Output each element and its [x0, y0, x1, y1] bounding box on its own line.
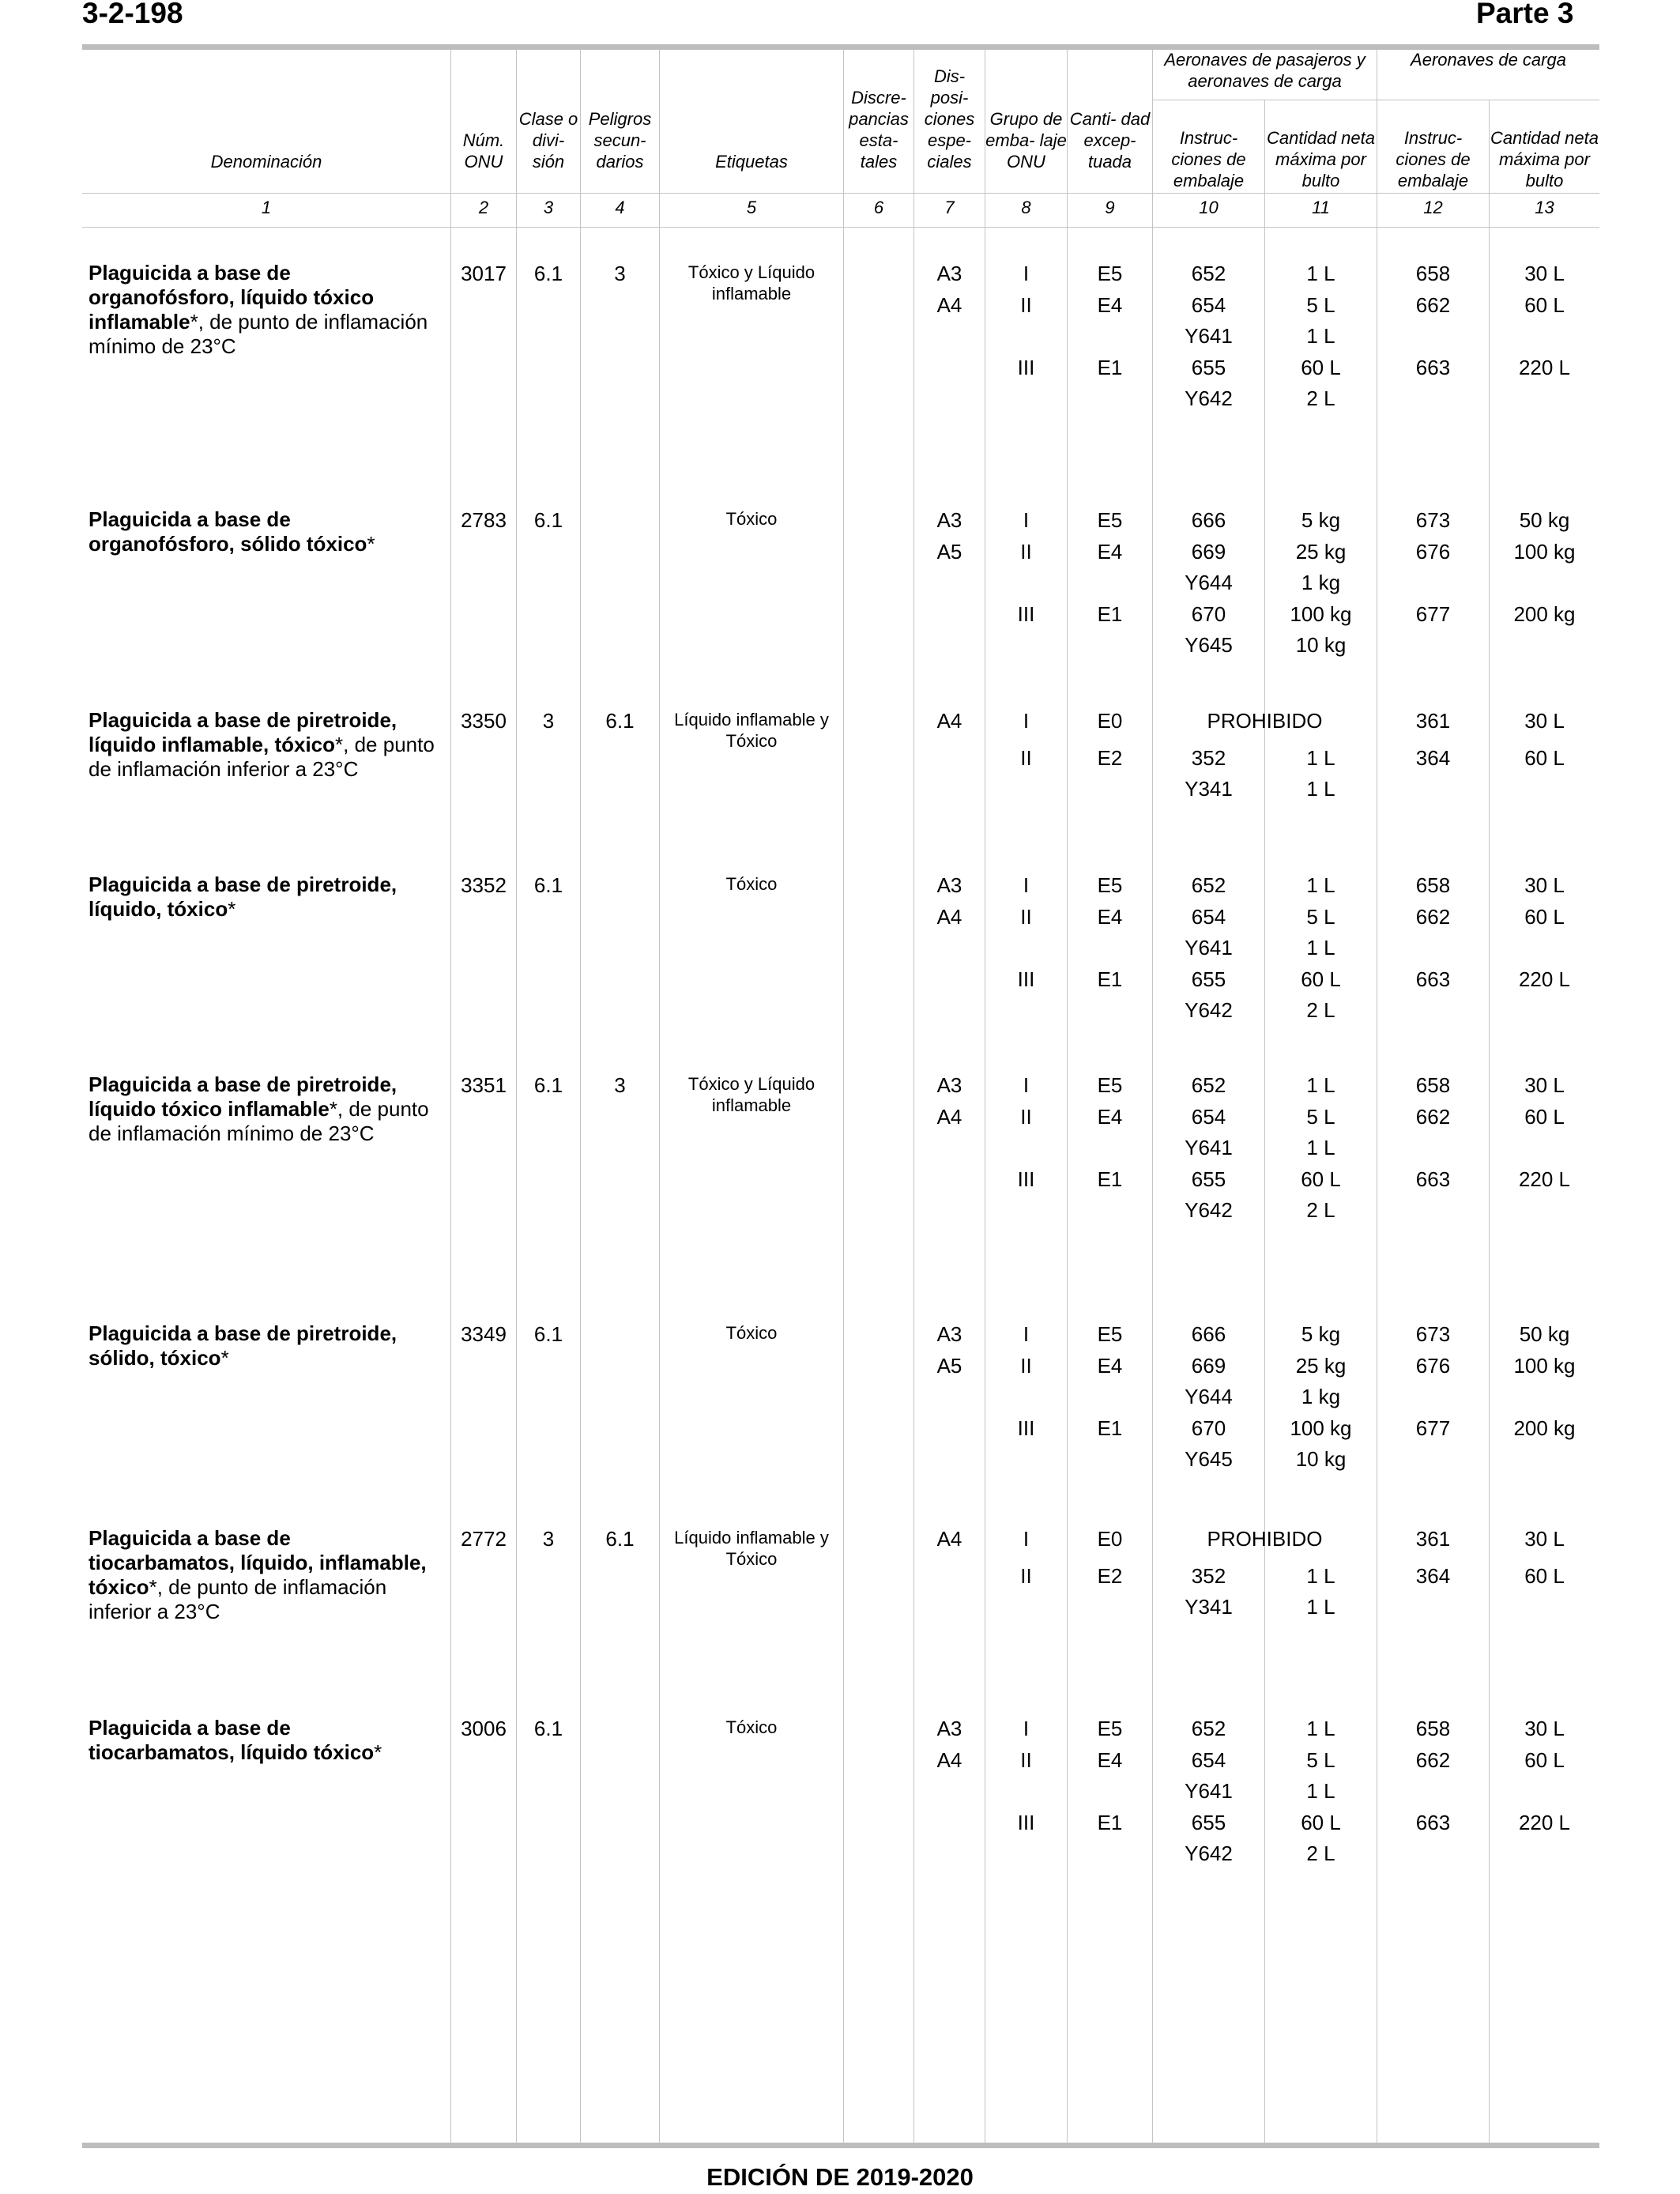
- special-provision: A3: [936, 1717, 962, 1740]
- passenger-packing-instruction: 654: [1191, 1747, 1226, 1772]
- special-provision: A4: [936, 292, 962, 317]
- packing-group: III: [1017, 1416, 1035, 1440]
- entry-name: Plaguicida a base de piretroide, sólido, tóxico*: [89, 1321, 397, 1370]
- excepted-quantity: E1: [1097, 601, 1123, 626]
- packing-group: III: [1017, 1167, 1035, 1191]
- un-number: 3349: [461, 1322, 507, 1346]
- class-division: 6.1: [533, 508, 563, 532]
- packing-group: III: [1017, 1810, 1035, 1834]
- passenger-packing-instruction: Y642: [1185, 1842, 1233, 1866]
- passenger-packing-instruction: Y642: [1185, 1198, 1233, 1223]
- passenger-packing-instruction: Y644: [1185, 571, 1233, 595]
- passenger-packing-instruction: Y644: [1185, 1385, 1233, 1409]
- cargo-max-quantity: 30 L: [1524, 709, 1565, 733]
- cargo-packing-instruction: 658: [1415, 262, 1451, 285]
- packing-group: II: [1020, 1563, 1032, 1588]
- passenger-packing-instruction: Y641: [1185, 1779, 1233, 1804]
- class-division: 6.1: [533, 262, 563, 285]
- cargo-packing-instruction: 663: [1415, 355, 1451, 379]
- cargo-packing-instruction: 663: [1415, 1167, 1451, 1191]
- page-number: 3-2-198: [82, 0, 183, 29]
- packing-group: II: [1020, 539, 1032, 564]
- packing-group: III: [1017, 601, 1035, 626]
- passenger-max-quantity: 5 L: [1306, 292, 1335, 317]
- passenger-packing-instruction: 654: [1191, 292, 1226, 317]
- cargo-max-quantity: 60 L: [1524, 1747, 1565, 1772]
- packing-group: II: [1020, 1104, 1032, 1129]
- header-discrepancias: Discre- pancias esta- tales: [849, 88, 909, 172]
- special-provision: A3: [936, 508, 962, 532]
- special-provision: A3: [936, 1322, 962, 1346]
- un-number: 2772: [461, 1527, 507, 1551]
- cargo-max-quantity: 30 L: [1524, 873, 1565, 897]
- entry-name: Plaguicida a base de piretroide, líquido inflamable, tóxico*, de punto de inflamación inferior a 23°C: [89, 708, 435, 781]
- cargo-max-quantity: 60 L: [1524, 904, 1565, 929]
- cargo-max-quantity: 200 kg: [1513, 601, 1576, 626]
- passenger-packing-instruction: Y641: [1185, 324, 1233, 349]
- passenger-packing-instruction: 670: [1191, 1416, 1226, 1440]
- packing-group: I: [1023, 508, 1030, 532]
- packing-group: II: [1020, 292, 1032, 317]
- passenger-max-quantity: 1 kg: [1301, 571, 1341, 595]
- excepted-quantity: E5: [1097, 508, 1123, 532]
- passenger-max-quantity: 1 L: [1306, 936, 1335, 960]
- excepted-quantity: E5: [1097, 1322, 1123, 1346]
- subsidiary-hazard: 3: [614, 262, 626, 285]
- special-provision: A4: [936, 1527, 962, 1551]
- passenger-max-quantity: 25 kg: [1295, 539, 1347, 564]
- special-provision: A4: [936, 1104, 962, 1129]
- passenger-max-quantity: 1 L: [1306, 1073, 1335, 1097]
- packing-group: II: [1020, 1353, 1032, 1378]
- passenger-packing-instruction: Y341: [1185, 777, 1233, 801]
- passenger-max-quantity: 5 L: [1306, 1747, 1335, 1772]
- excepted-quantity: E1: [1097, 1167, 1123, 1191]
- prohibited-notice: PROHIBIDO: [1207, 709, 1323, 733]
- excepted-quantity: E5: [1097, 1717, 1123, 1740]
- passenger-max-quantity: 10 kg: [1295, 633, 1347, 658]
- packing-group: II: [1020, 1747, 1032, 1772]
- packing-group: III: [1017, 967, 1035, 991]
- passenger-packing-instruction: Y645: [1185, 633, 1233, 658]
- packing-group: I: [1023, 1322, 1030, 1346]
- passenger-max-quantity: 1 L: [1306, 1563, 1335, 1588]
- excepted-quantity: E0: [1097, 1527, 1123, 1551]
- special-provision: A5: [936, 539, 962, 564]
- passenger-max-quantity: 5 L: [1306, 904, 1335, 929]
- excepted-quantity: E4: [1097, 292, 1123, 317]
- header-cantidad-pasajeros: Cantidad neta máxima por bulto: [1267, 128, 1375, 190]
- passenger-max-quantity: 1 L: [1306, 324, 1335, 349]
- passenger-max-quantity: 2 L: [1306, 998, 1335, 1023]
- column-number: 3: [543, 198, 554, 217]
- header-peligros: Peligros secun- darios: [588, 109, 652, 172]
- hazard-label: Tóxico: [725, 509, 778, 529]
- cargo-packing-instruction: 662: [1415, 1104, 1451, 1129]
- part-title: Parte 3: [1476, 0, 1574, 29]
- cargo-max-quantity: 220 L: [1518, 1167, 1571, 1191]
- excepted-quantity: E1: [1097, 1416, 1123, 1440]
- passenger-packing-instruction: 652: [1191, 262, 1226, 285]
- passenger-max-quantity: 100 kg: [1290, 1416, 1352, 1440]
- cargo-max-quantity: 220 L: [1518, 967, 1571, 991]
- packing-group: I: [1023, 709, 1030, 733]
- entry-name: Plaguicida a base de organofósforo, sólido tóxico*: [89, 507, 375, 556]
- passenger-packing-instruction: 652: [1191, 1073, 1226, 1097]
- passenger-packing-instruction: 652: [1191, 1717, 1226, 1740]
- header-num-onu: Núm. ONU: [462, 130, 505, 172]
- passenger-packing-instruction: 655: [1191, 1167, 1226, 1191]
- header-cantidad-exceptuada: Canti- dad excep- tuada: [1069, 109, 1151, 172]
- cargo-max-quantity: 60 L: [1524, 745, 1565, 770]
- passenger-max-quantity: 10 kg: [1295, 1447, 1347, 1472]
- passenger-max-quantity: 1 L: [1306, 262, 1335, 285]
- passenger-packing-instruction: Y642: [1185, 998, 1233, 1023]
- passenger-max-quantity: 60 L: [1301, 967, 1341, 991]
- packing-group: I: [1023, 873, 1030, 897]
- cargo-packing-instruction: 676: [1415, 1353, 1451, 1378]
- hazard-label: Tóxico y Líquido inflamable: [687, 1074, 816, 1115]
- passenger-packing-instruction: 669: [1191, 539, 1226, 564]
- excepted-quantity: E4: [1097, 904, 1123, 929]
- special-provision: A4: [936, 904, 962, 929]
- passenger-max-quantity: 5 kg: [1301, 1322, 1341, 1346]
- cargo-packing-instruction: 677: [1415, 601, 1451, 626]
- excepted-quantity: E2: [1097, 745, 1123, 770]
- passenger-packing-instruction: Y642: [1185, 386, 1233, 411]
- entry-name: Plaguicida a base de piretroide, líquido, tóxico*: [89, 873, 397, 921]
- special-provision: A3: [936, 1073, 962, 1097]
- cargo-max-quantity: 50 kg: [1519, 1322, 1570, 1346]
- cargo-packing-instruction: 364: [1415, 1563, 1451, 1588]
- passenger-packing-instruction: 352: [1191, 745, 1226, 770]
- column-number: 12: [1423, 198, 1443, 217]
- cargo-packing-instruction: 658: [1415, 1717, 1451, 1740]
- passenger-packing-instruction: Y641: [1185, 1136, 1233, 1160]
- packing-group: III: [1017, 355, 1035, 379]
- header-cantidad-carga: Cantidad neta máxima por bulto: [1490, 128, 1599, 190]
- column-number: 4: [615, 198, 625, 217]
- excepted-quantity: E5: [1097, 262, 1123, 285]
- class-division: 6.1: [533, 1322, 563, 1346]
- cargo-max-quantity: 200 kg: [1513, 1416, 1576, 1440]
- special-provision: A3: [936, 873, 962, 897]
- class-division: 3: [542, 1527, 555, 1551]
- subsidiary-hazard: 6.1: [605, 1527, 635, 1551]
- cargo-packing-instruction: 673: [1415, 1322, 1451, 1346]
- special-provision: A4: [936, 1747, 962, 1772]
- passenger-packing-instruction: 655: [1191, 1810, 1226, 1834]
- un-number: 3350: [461, 709, 507, 733]
- passenger-max-quantity: 2 L: [1306, 1198, 1335, 1223]
- column-number: 11: [1312, 198, 1330, 217]
- passenger-max-quantity: 1 L: [1306, 1595, 1335, 1619]
- entry-name: Plaguicida a base de tiocarbamatos, líquido tóxico*: [89, 1716, 382, 1764]
- entry-name: Plaguicida a base de organofósforo, líquido tóxico inflamable*, de punto de inflamación mínimo de 23°C: [89, 261, 428, 358]
- passenger-max-quantity: 60 L: [1301, 355, 1341, 379]
- special-provision: A5: [936, 1353, 962, 1378]
- column-number: 6: [873, 198, 884, 217]
- cargo-packing-instruction: 662: [1415, 292, 1451, 317]
- excepted-quantity: E2: [1097, 1563, 1123, 1588]
- column-number: 2: [478, 198, 489, 217]
- cargo-max-quantity: 60 L: [1524, 1104, 1565, 1129]
- passenger-packing-instruction: Y641: [1185, 936, 1233, 960]
- packing-group: I: [1023, 1073, 1030, 1097]
- passenger-packing-instruction: 352: [1191, 1563, 1226, 1588]
- cargo-max-quantity: 50 kg: [1519, 508, 1570, 532]
- passenger-packing-instruction: 666: [1191, 1322, 1226, 1346]
- cargo-max-quantity: 220 L: [1518, 1810, 1571, 1834]
- header-instrucciones-pasajeros: Instruc- ciones de embalaje: [1171, 128, 1246, 190]
- cargo-packing-instruction: 364: [1415, 745, 1451, 770]
- passenger-packing-instruction: 655: [1191, 355, 1226, 379]
- passenger-max-quantity: 1 L: [1306, 745, 1335, 770]
- passenger-max-quantity: 2 L: [1306, 386, 1335, 411]
- hazard-label: Tóxico: [725, 874, 778, 894]
- packing-group: II: [1020, 745, 1032, 770]
- header-clase: Clase o divi- sión: [518, 109, 578, 172]
- excepted-quantity: E4: [1097, 1353, 1123, 1378]
- excepted-quantity: E1: [1097, 1810, 1123, 1834]
- cargo-packing-instruction: 663: [1415, 967, 1451, 991]
- edition-footer: EDICIÓN DE 2019-2020: [706, 2163, 974, 2191]
- passenger-max-quantity: 60 L: [1301, 1810, 1341, 1834]
- passenger-max-quantity: 100 kg: [1290, 601, 1352, 626]
- excepted-quantity: E5: [1097, 1073, 1123, 1097]
- un-number: 3351: [461, 1073, 507, 1097]
- cargo-max-quantity: 30 L: [1524, 262, 1565, 285]
- passenger-max-quantity: 5 kg: [1301, 508, 1341, 532]
- header-denominacion: Denominación: [210, 152, 322, 172]
- cargo-packing-instruction: 677: [1415, 1416, 1451, 1440]
- cargo-max-quantity: 60 L: [1524, 292, 1565, 317]
- hazard-label: Tóxico y Líquido inflamable: [687, 262, 816, 303]
- excepted-quantity: E4: [1097, 1747, 1123, 1772]
- passenger-packing-instruction: 655: [1191, 967, 1226, 991]
- packing-group: I: [1023, 262, 1030, 285]
- passenger-max-quantity: 1 kg: [1301, 1385, 1341, 1409]
- passenger-max-quantity: 1 L: [1306, 1717, 1335, 1740]
- excepted-quantity: E1: [1097, 967, 1123, 991]
- column-number: 7: [944, 198, 955, 217]
- excepted-quantity: E5: [1097, 873, 1123, 897]
- passenger-packing-instruction: 654: [1191, 1104, 1226, 1129]
- column-number: 5: [746, 198, 757, 217]
- cargo-max-quantity: 30 L: [1524, 1717, 1565, 1740]
- column-divider: [843, 50, 844, 2143]
- passenger-max-quantity: 2 L: [1306, 1842, 1335, 1866]
- cargo-packing-instruction: 658: [1415, 873, 1451, 897]
- header-group-pasajeros: Aeronaves de pasajeros y aeronaves de carga: [1164, 50, 1365, 91]
- un-number: 3352: [461, 873, 507, 897]
- passenger-packing-instruction: Y341: [1185, 1595, 1233, 1619]
- passenger-packing-instruction: 670: [1191, 601, 1226, 626]
- cargo-packing-instruction: 662: [1415, 904, 1451, 929]
- excepted-quantity: E1: [1097, 355, 1123, 379]
- cargo-max-quantity: 100 kg: [1513, 539, 1576, 564]
- cargo-max-quantity: 220 L: [1518, 355, 1571, 379]
- cargo-max-quantity: 30 L: [1524, 1073, 1565, 1097]
- passenger-packing-instruction: 654: [1191, 904, 1226, 929]
- cargo-packing-instruction: 361: [1415, 709, 1451, 733]
- passenger-packing-instruction: Y645: [1185, 1447, 1233, 1472]
- passenger-packing-instruction: 666: [1191, 508, 1226, 532]
- subsidiary-hazard: 6.1: [605, 709, 635, 733]
- column-number: 9: [1105, 198, 1115, 217]
- class-division: 6.1: [533, 1717, 563, 1740]
- class-division: 6.1: [533, 1073, 563, 1097]
- hazard-label: Líquido inflamable y Tóxico: [674, 710, 829, 751]
- class-division: 6.1: [533, 873, 563, 897]
- passenger-max-quantity: 25 kg: [1295, 1353, 1347, 1378]
- passenger-packing-instruction: 669: [1191, 1353, 1226, 1378]
- cargo-max-quantity: 60 L: [1524, 1563, 1565, 1588]
- subsidiary-hazard: 3: [614, 1073, 626, 1097]
- hazard-label: Tóxico: [725, 1717, 778, 1737]
- special-provision: A3: [936, 262, 962, 285]
- header-instrucciones-carga: Instruc- ciones de embalaje: [1396, 128, 1471, 190]
- cargo-packing-instruction: 361: [1415, 1527, 1451, 1551]
- class-division: 3: [542, 709, 555, 733]
- header-divider: [82, 193, 1599, 194]
- passenger-max-quantity: 1 L: [1306, 1779, 1335, 1804]
- cargo-max-quantity: 30 L: [1524, 1527, 1565, 1551]
- header-etiquetas: Etiquetas: [715, 152, 788, 172]
- cargo-packing-instruction: 663: [1415, 1810, 1451, 1834]
- un-number: 2783: [461, 508, 507, 532]
- passenger-max-quantity: 5 L: [1306, 1104, 1335, 1129]
- entry-name: Plaguicida a base de piretroide, líquido tóxico inflamable*, de punto de inflamación mínimo de 23°C: [89, 1072, 429, 1145]
- header-disposiciones: Dis- posi- ciones espe- ciales: [924, 66, 975, 172]
- special-provision: A4: [936, 709, 962, 733]
- passenger-max-quantity: 60 L: [1301, 1167, 1341, 1191]
- cargo-packing-instruction: 676: [1415, 539, 1451, 564]
- hazard-label: Tóxico: [725, 1323, 778, 1343]
- prohibited-notice: PROHIBIDO: [1207, 1527, 1323, 1551]
- packing-group: I: [1023, 1527, 1030, 1551]
- passenger-packing-instruction: 652: [1191, 873, 1226, 897]
- packing-group: II: [1020, 904, 1032, 929]
- excepted-quantity: E4: [1097, 539, 1123, 564]
- cargo-packing-instruction: 673: [1415, 508, 1451, 532]
- column-number: 8: [1021, 198, 1031, 217]
- header-group-carga: Aeronaves de carga: [1411, 50, 1566, 70]
- header-grupo-embalaje: Grupo de emba- laje ONU: [985, 109, 1067, 172]
- column-number: 10: [1199, 198, 1219, 217]
- hazard-label: Líquido inflamable y Tóxico: [674, 1528, 829, 1569]
- excepted-quantity: E0: [1097, 709, 1123, 733]
- passenger-max-quantity: 1 L: [1306, 777, 1335, 801]
- packing-group: I: [1023, 1717, 1030, 1740]
- bottom-rule: [82, 2143, 1599, 2148]
- cargo-packing-instruction: 662: [1415, 1747, 1451, 1772]
- passenger-max-quantity: 1 L: [1306, 873, 1335, 897]
- header-divider: [82, 227, 1599, 228]
- passenger-max-quantity: 1 L: [1306, 1136, 1335, 1160]
- column-number: 13: [1535, 198, 1554, 217]
- entry-name: Plaguicida a base de tiocarbamatos, líquido, inflamable, tóxico*, de punto de inflamación inferior a 23°C: [89, 1526, 427, 1623]
- cargo-packing-instruction: 658: [1415, 1073, 1451, 1097]
- un-number: 3017: [461, 262, 507, 285]
- un-number: 3006: [461, 1717, 507, 1740]
- cargo-max-quantity: 100 kg: [1513, 1353, 1576, 1378]
- column-number: 1: [261, 198, 272, 217]
- excepted-quantity: E4: [1097, 1104, 1123, 1129]
